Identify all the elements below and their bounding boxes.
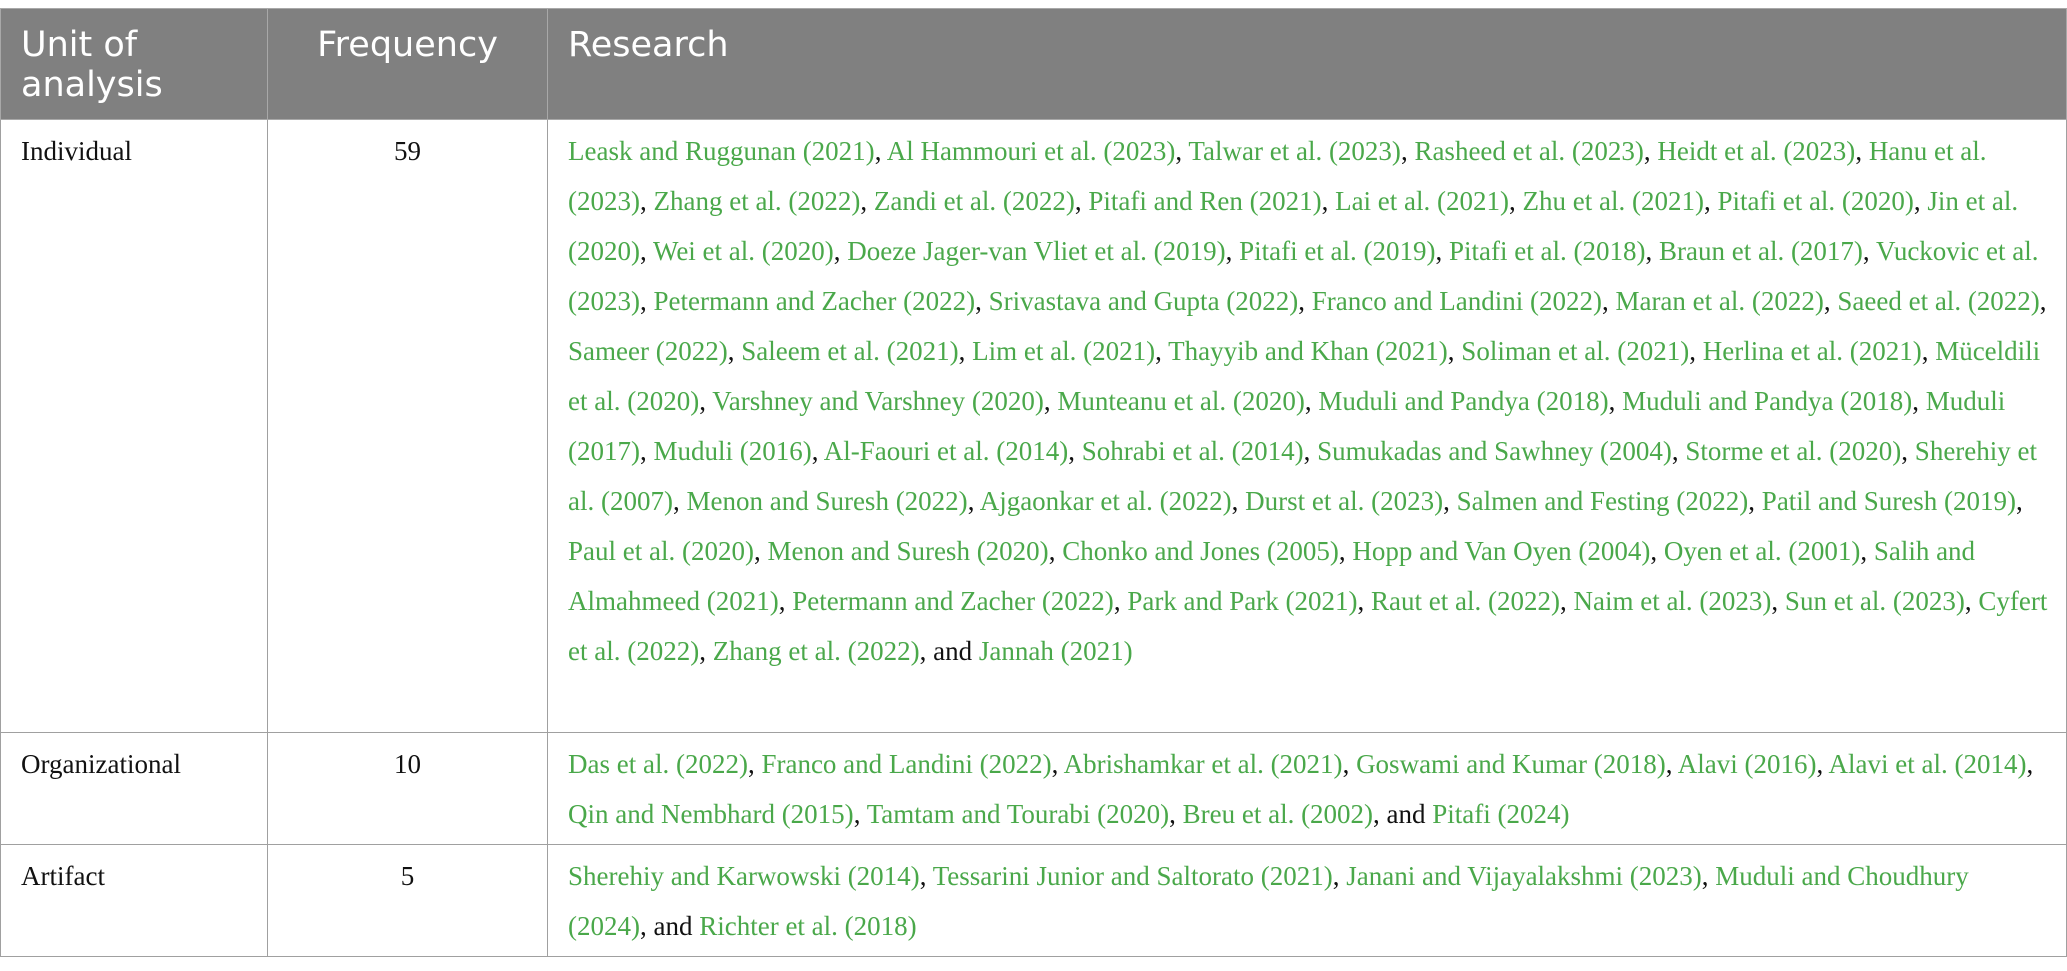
reference-link[interactable]: Vuckovic et al. (2023) (568, 236, 2039, 316)
reference-link[interactable]: Leask and Ruggunan (2021) (568, 136, 875, 166)
reference-link[interactable]: Hopp and Van Oyen (2004) (1352, 536, 1651, 566)
reference-link[interactable]: Abrishamkar et al. (2021) (1063, 749, 1343, 779)
reference-link[interactable]: Storme et al. (2020) (1685, 436, 1902, 466)
reference-link[interactable]: Braun et al. (2017) (1658, 236, 1863, 266)
reference-link[interactable]: Sumukadas and Sawhney (2004) (1317, 436, 1672, 466)
reference-link[interactable]: Muduli (2017) (568, 386, 2006, 466)
reference-link[interactable]: Alavi et al. (2014) (1828, 749, 2027, 779)
reference-link[interactable]: Das et al. (2022) (568, 749, 748, 779)
research-cell: Das et al. (2022), Franco and Landini (2022), Abrishamkar et al. (2021), Goswami and Kumar (2018), Alavi (2016), Alavi et al. (2014), Qin and Nembhard (2015), Tamtam and Tourabi (2020), Breu et al. (2002), and Pitafi (2024) (548, 733, 2067, 845)
reference-link[interactable]: Oyen et al. (2001) (1663, 536, 1861, 566)
reference-link[interactable]: Pitafi and Ren (2021) (1088, 186, 1322, 216)
reference-link[interactable]: Ajgaonkar et al. (2022) (979, 486, 1232, 516)
reference-link[interactable]: Salih and Almahmeed (2021) (568, 536, 1976, 616)
reference-link[interactable]: Zhang et al. (2022) (712, 636, 920, 666)
reference-link[interactable]: Alavi (2016) (1677, 749, 1817, 779)
reference-link[interactable]: Sohrabi et al. (2014) (1081, 436, 1304, 466)
reference-link[interactable]: Naim et al. (2023) (1573, 586, 1772, 616)
table-header (1, 9, 2067, 120)
reference-link[interactable]: Thayyib and Khan (2021) (1168, 336, 1448, 366)
reference-link[interactable]: Sherehiy et al. (2007) (568, 436, 2038, 516)
reference-link[interactable]: Zhu et al. (2021) (1522, 186, 1704, 216)
reference-link[interactable]: Jannah (2021) (978, 636, 1133, 666)
reference-link[interactable]: Chonko and Jones (2005) (1062, 536, 1339, 566)
reference-link[interactable]: Goswami and Kumar (2018) (1356, 749, 1666, 779)
reference-link[interactable]: Zhang et al. (2022) (653, 186, 861, 216)
reference-link[interactable]: Richter et al. (2018) (699, 911, 917, 941)
table-row (1, 845, 2067, 957)
reference-link[interactable]: Munteanu et al. (2020) (1057, 386, 1305, 416)
frequency-cell: 10 (268, 733, 548, 845)
header-unit-of-analysis (1, 9, 268, 120)
reference-link[interactable]: Hanu et al. (2023) (568, 136, 1987, 216)
header-unit-line1: Unit of (21, 25, 138, 65)
reference-link[interactable]: Park and Park (2021) (1127, 586, 1358, 616)
reference-link[interactable]: Franco and Landini (2022) (761, 749, 1052, 779)
reference-link[interactable]: Sherehiy and Karwowski (2014) (568, 861, 920, 891)
reference-link[interactable]: Pitafi et al. (2019) (1239, 236, 1436, 266)
conjunction-text: and (933, 636, 979, 666)
reference-link[interactable]: Salmen and Festing (2022) (1456, 486, 1749, 516)
reference-link[interactable]: Zandi et al. (2022) (873, 186, 1075, 216)
reference-link[interactable]: Saleem et al. (2021) (741, 336, 959, 366)
reference-link[interactable]: Tessarini Junior and Saltorato (2021) (932, 861, 1333, 891)
reference-link[interactable]: Maran et al. (2022) (1615, 286, 1824, 316)
reference-link[interactable]: Petermann and Zacher (2022) (792, 586, 1114, 616)
research-table (0, 8, 2067, 957)
reference-link[interactable]: Al-Faouri et al. (2014) (823, 436, 1069, 466)
conjunction-text: and (1386, 799, 1433, 829)
reference-link[interactable]: Saeed et al. (2022) (1837, 286, 2040, 316)
reference-link[interactable]: Petermann and Zacher (2022) (653, 286, 976, 316)
reference-link[interactable]: Janani and Vijayalakshmi (2023) (1346, 861, 1702, 891)
frequency-cell: 59 (268, 120, 548, 733)
unit-cell: Organizational (1, 733, 268, 845)
reference-link[interactable]: Muduli and Choudhury (2024) (568, 861, 1969, 941)
reference-link[interactable]: Menon and Suresh (2022) (686, 486, 968, 516)
table-row (1, 733, 2067, 845)
reference-link[interactable]: Müceldili et al. (2020) (568, 336, 2041, 416)
research-cell: Leask and Ruggunan (2021), Al Hammouri et al. (2023), Talwar et al. (2023), Rasheed et al. (2023), Heidt et al. (2023), Hanu et al. (2023), Zhang et al. (2022), Zandi et al. (2022), Pitafi and Ren (2021), Lai et al. (2021), Zhu et al. (2021), Pitafi et al. (2020), Jin et al. (2020), Wei et al. (2020), Doeze Jager-van Vliet et al. (2019), Pitafi et al. (2019), Pitafi et al. (2018), Braun et al. (2017), Vuckovic et al. (2023), Petermann and Zacher (2022), Srivastava and Gupta (2022), Franco and Landini (2022), Maran et al. (2022), Saeed et al. (2022), Sameer (2022), Saleem et al. (2021), Lim et al. (2021), Thayyib and Khan (2021), Soliman et al. (2021), Herlina et al. (2021), Müceldili et al. (2020), Varshney and Varshney (2020), Munteanu et al. (2020), Muduli and Pandya (2018), Muduli and Pandya (2018), Muduli (2017), Muduli (2016), Al-Faouri et al. (2014), Sohrabi et al. (2014), Sumukadas and Sawhney (2004), Storme et al. (2020), Sherehiy et al. (2007), Menon and Suresh (2022), Ajgaonkar et al. (2022), Durst et al. (2023), Salmen and Festing (2022), Patil and Suresh (2019), Paul et al. (2020), Menon and Suresh (2020), Chonko and Jones (2005), Hopp and Van Oyen (2004), Oyen et al. (2001), Salih and Almahmeed (2021), Petermann and Zacher (2022), Park and Park (2021), Raut et al. (2022), Naim et al. (2023), Sun et al. (2023), Cyfert et al. (2022), Zhang et al. (2022), and Jannah (2021) (548, 120, 2067, 733)
reference-link[interactable]: Doeze Jager-van Vliet et al. (2019) (847, 236, 1226, 266)
reference-link[interactable]: Breu et al. (2002) (1182, 799, 1374, 829)
reference-link[interactable]: Muduli and Pandya (2018) (1622, 386, 1913, 416)
reference-link[interactable]: Rasheed et al. (2023) (1414, 136, 1644, 166)
reference-link[interactable]: Patil and Suresh (2019) (1761, 486, 2017, 516)
reference-link[interactable]: Lai et al. (2021) (1335, 186, 1510, 216)
reference-link[interactable]: Cyfert et al. (2022) (568, 586, 2048, 666)
reference-link[interactable]: Soliman et al. (2021) (1461, 336, 1690, 366)
reference-link[interactable]: Srivastava and Gupta (2022) (988, 286, 1299, 316)
reference-link[interactable]: Muduli (2016) (653, 436, 812, 466)
reference-link[interactable]: Raut et al. (2022) (1371, 586, 1560, 616)
reference-link[interactable]: Varshney and Varshney (2020) (712, 386, 1044, 416)
reference-link[interactable]: Wei et al. (2020) (653, 236, 834, 266)
reference-link[interactable]: Durst et al. (2023) (1245, 486, 1444, 516)
header-frequency: Frequency (268, 9, 548, 120)
frequency-cell: 5 (268, 845, 548, 957)
reference-link[interactable]: Sameer (2022) (568, 336, 728, 366)
reference-link[interactable]: Sun et al. (2023) (1784, 586, 1965, 616)
reference-link[interactable]: Heidt et al. (2023) (1657, 136, 1856, 166)
reference-link[interactable]: Jin et al. (2020) (568, 186, 2019, 266)
reference-link[interactable]: Paul et al. (2020) (568, 536, 754, 566)
conjunction-text: and (653, 911, 700, 941)
unit-cell: Individual (1, 120, 268, 733)
reference-link[interactable]: Tamtam and Tourabi (2020) (866, 799, 1170, 829)
header-research: Research (548, 9, 2067, 120)
reference-link[interactable]: Talwar et al. (2023) (1188, 136, 1401, 166)
reference-link[interactable]: Qin and Nembhard (2015) (568, 799, 854, 829)
table-row (1, 120, 2067, 733)
reference-link[interactable]: Lim et al. (2021) (972, 336, 1156, 366)
reference-link[interactable]: Pitafi et al. (2018) (1449, 236, 1646, 266)
reference-link[interactable]: Pitafi et al. (2020) (1717, 186, 1914, 216)
header-unit-line2: analysis (21, 65, 163, 105)
reference-link[interactable]: Menon and Suresh (2020) (767, 536, 1049, 566)
reference-link[interactable]: Pitafi (2024) (1432, 799, 1570, 829)
reference-link[interactable]: Franco and Landini (2022) (1311, 286, 1602, 316)
reference-link[interactable]: Herlina et al. (2021) (1702, 336, 1922, 366)
unit-cell: Artifact (1, 845, 268, 957)
reference-link[interactable]: Al Hammouri et al. (2023) (886, 136, 1176, 166)
research-cell: Sherehiy and Karwowski (2014), Tessarini Junior and Saltorato (2021), Janani and Vijayalakshmi (2023), Muduli and Choudhury (2024), and Richter et al. (2018) (548, 845, 2067, 957)
reference-link[interactable]: Muduli and Pandya (2018) (1318, 386, 1609, 416)
